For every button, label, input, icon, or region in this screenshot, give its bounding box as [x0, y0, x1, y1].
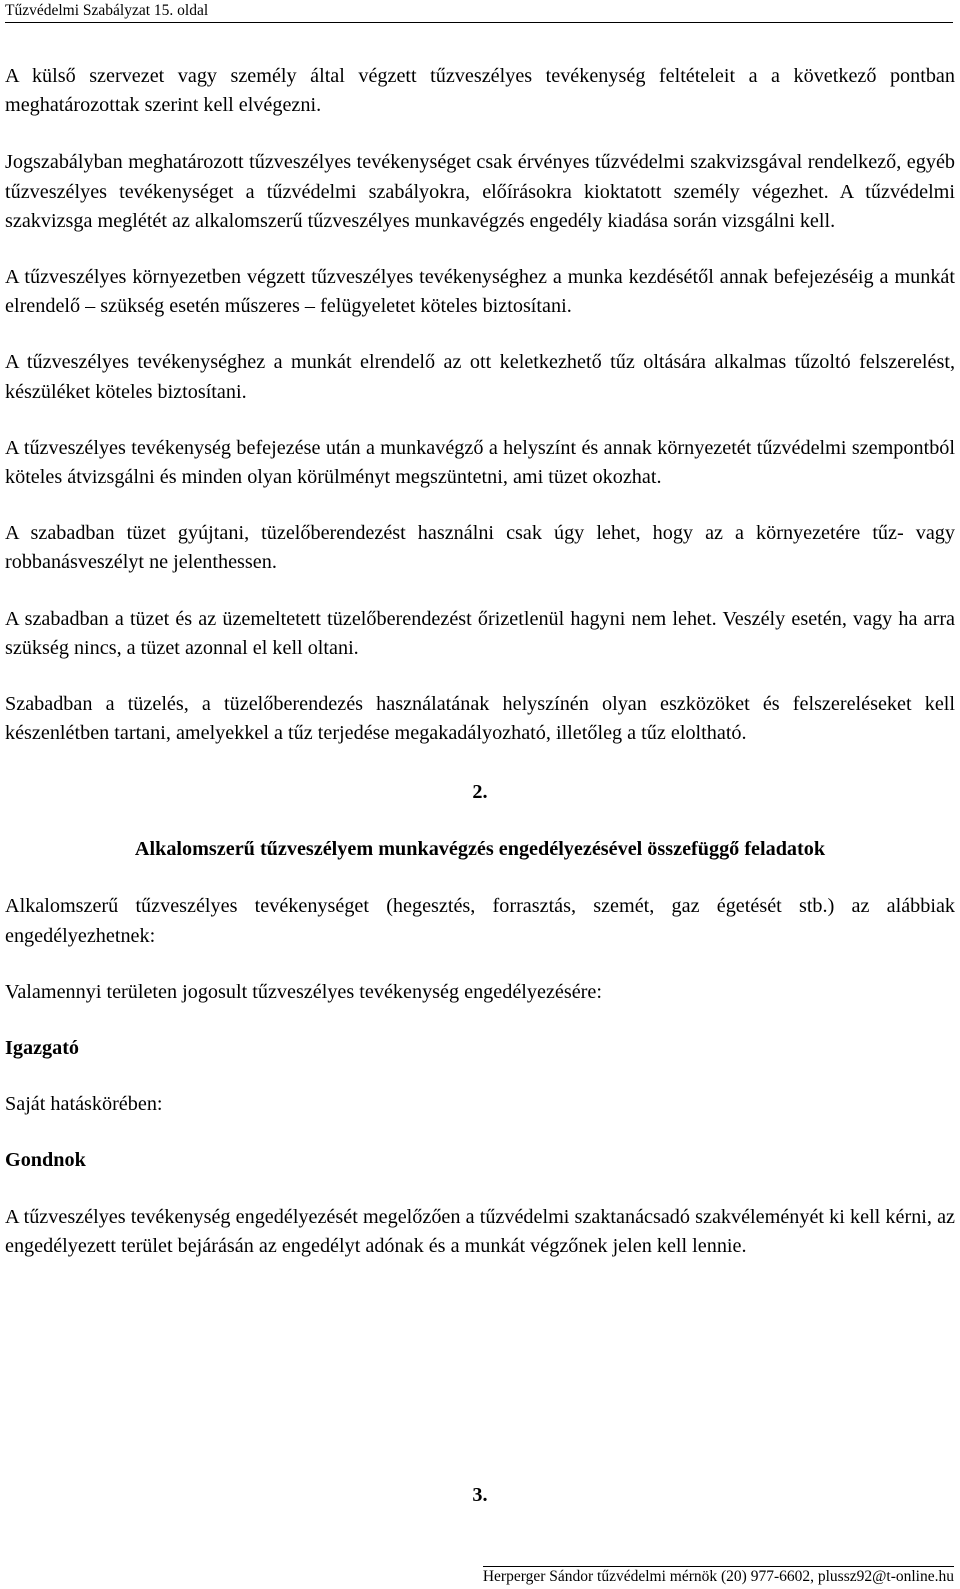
paragraph-supervision: A tűzveszélyes környezetben végzett tűzveszélyes tevékenységhez a munka kezdésétől annak befejezéséig a munkát elrendelő – szükség esetén műszeres – felügyeletet köteles biztosítani. — [5, 266, 955, 318]
paragraph-authorisers-intro: Alkalomszerű tűzveszélyes tevékenységet (hegesztés, forrasztás, szemét, gaz égetését stb.) az alábbiak engedélyezhetnek: — [5, 895, 955, 947]
section-title: Alkalomszerű tűzveszélyem munkavégzés engedélyezésével összefüggő feladatok — [134, 838, 826, 861]
paragraph-unattended: A szabadban a tüzet és az üzemeltetett tüzelőberendezést őrizetlenül hagyni nem lehet. Veszély esetén, vagy ha arra szükség nincs, a tüzet azonnal el kell oltani. — [5, 607, 955, 659]
paragraph-open-fire: A szabadban tüzet gyújtani, tüzelőberendezést használni csak úgy lehet, hogy az a környezetére tűz- vagy robbanásveszélyt ne jelenthessen. — [5, 522, 955, 574]
paragraph-readiness: Szabadban a tüzelés, a tüzelőberendezés használatának helyszínén olyan eszközöket és felszereléseket kell készenlétben tartani, amelyekkel a tűz terjedése megakadályozható, illetőleg a tűz eloltható. — [5, 693, 955, 745]
paragraph-equipment: A tűzveszélyes tevékenységhez a munkát elrendelő az ott keletkezhető tűz oltására alkalmas tűzoltó felszerelést, készüléket köteles biztosítani. — [5, 351, 955, 403]
page-header: Tűzvédelmi Szabályzat 15. oldal — [5, 2, 953, 23]
role-caretaker: Gondnok — [5, 1149, 86, 1172]
paragraph-all-areas: Valamennyi területen jogosult tűzveszélyes tevékenység engedélyezésére: — [5, 980, 602, 1003]
page-footer: Herperger Sándor tűzvédelmi mérnök (20) 977-6602, plussz92@t-online.hu — [482, 1568, 954, 1585]
paragraph-expert-opinion: A tűzveszélyes tevékenység engedélyezését megelőzően a tűzvédelmi szaktanácsadó szakvéleményét ki kell kérni, az engedélyezett terület bejárásán az engedélyt adónak és a munkát végzőnek jelen kell lennie. — [5, 1205, 955, 1257]
section-number-2: 2. — [472, 781, 488, 804]
paragraph-external-organisation: A külső szervezet vagy személy által végzett tűzveszélyes tevékenység feltételeit a a következő pontban meghatározottak szerint kell elvégezni. — [5, 65, 955, 117]
document-body — [5, 62, 955, 1261]
paragraph-inspection: A tűzveszélyes tevékenység befejezése után a munkavégző a helyszínt és annak környezetét tűzvédelmi szempontból köteles átvizsgálni és minden olyan körülményt megszüntetni, ami tüzet okozhat. — [5, 436, 955, 489]
section-number-3: 3. — [472, 1484, 488, 1506]
role-director: Igazgató — [5, 1037, 80, 1060]
paragraph-exam-requirement: Jogszabályban meghatározott tűzveszélyes tevékenységet csak érvényes tűzvédelmi szakvizsgával rendelkező, egyéb tűzveszélyes tevékenységet a tűzvédelmi szabályokra, előírásokra kioktatott személy végezhet. A tűzvédelmi szakvizsga meglétét az alkalomszerű tűzveszélyes munkavégzés engedély kiadása során vizsgálni kell. — [5, 151, 955, 232]
paragraph-own-scope: Saját hatáskörében: — [5, 1093, 163, 1116]
